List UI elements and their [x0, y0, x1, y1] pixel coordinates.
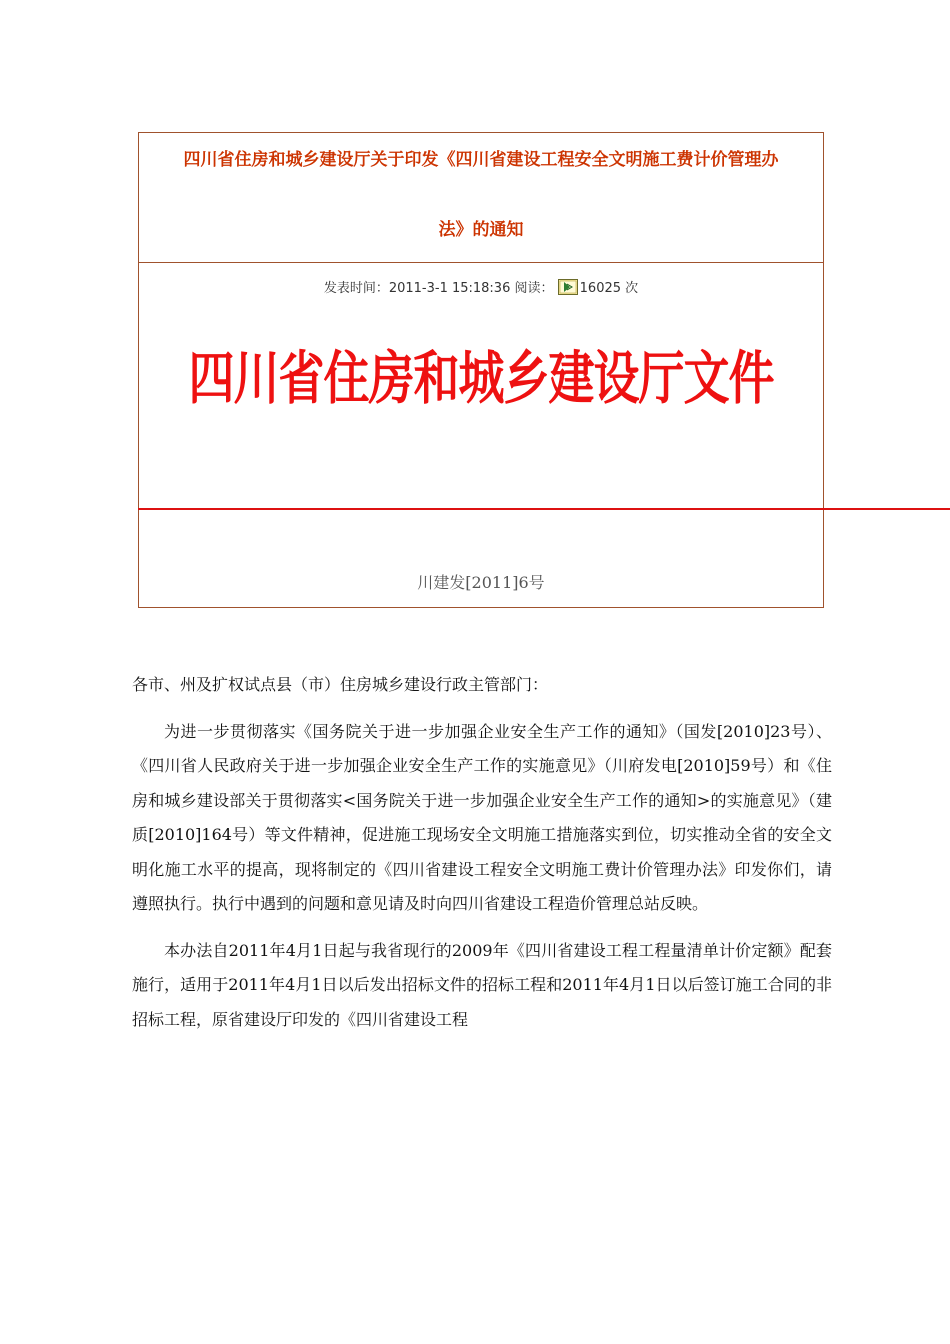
body-paragraph-2: 本办法自2011年4月1日起与我省现行的2009年《四川省建设工程工程量清单计价定额》配套施行，适用于2011年4月1日以后发出招标文件的招标工程和2011年4月1日以后签订施工合同的非招标工程，原省建设厅印发的《四川省建设工程 [132, 940, 832, 1029]
published-value: 2011-3-1 15:18:36 [388, 281, 511, 296]
notice-title-line2: 法》的通知 [438, 220, 524, 240]
published-label: 发表时间： [323, 281, 389, 296]
reads-unit: 次 [625, 281, 639, 296]
notice-title-cell [139, 133, 823, 263]
salutation: 各市、州及扩权试点县（市）住房城乡建设行政主管部门： [132, 675, 549, 694]
red-header-rule [138, 508, 950, 510]
document-number: 川建发[2011]6号 [417, 573, 545, 592]
body-paragraph-1: 为进一步贯彻落实《国务院关于进一步加强企业安全生产工作的通知》（国发[2010]23号）、《四川省人民政府关于进一步加强企业安全生产工作的实施意见》（川府发电[2010]59号）和《住房和城乡建设部关于贯彻落实<国务院关于进一步加强企业安全生产工作的通知>的实施意见》（建质[2010]164号）等文件精神，促进施工现场安全文明施工措施落实到位，切实推动全省的安全文明化施工水平的提高，现将制定的《四川省建设工程安全文明施工费计价管理办法》印发你们，请遵照执行。执行中遇到的问题和意见请及时向四川省建设工程造价管理总站反映。 [132, 721, 832, 913]
reader-icon [558, 279, 578, 295]
notice-header-box [138, 132, 824, 608]
notice-body [132, 668, 832, 1049]
issuer-heading: 四川省住房和城乡建设厅文件 [188, 344, 774, 412]
reads-label: 阅读： [514, 281, 554, 296]
reads-count: 16025 [579, 281, 622, 296]
notice-title-line1: 四川省住房和城乡建设厅关于印发《四川省建设工程安全文明施工费计价管理办 [183, 150, 779, 170]
publish-meta [139, 279, 823, 299]
